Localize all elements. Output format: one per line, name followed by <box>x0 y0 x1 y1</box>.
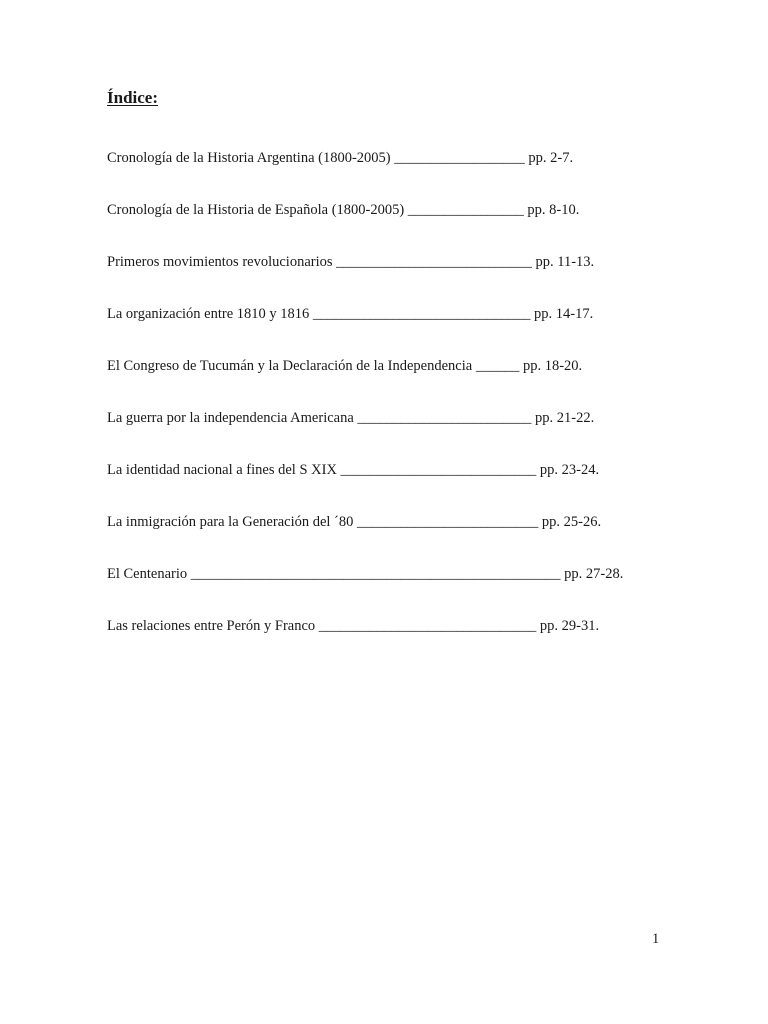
page-number: 1 <box>652 931 660 947</box>
toc-entry: La identidad nacional a fines del S XIX ___________________________ pp. 23-24. <box>107 462 600 478</box>
toc-entry: Primeros movimientos revolucionarios ___________________________ pp. 11-13. <box>107 254 595 270</box>
index-heading: Índice: <box>107 88 158 107</box>
toc-entry: Cronología de la Historia Argentina (1800-2005) __________________ pp. 2-7. <box>107 150 574 166</box>
toc-entry: El Centenario ___________________________________________________ pp. 27-28. <box>107 566 624 582</box>
toc-entry: Las relaciones entre Perón y Franco ______________________________ pp. 29-31. <box>107 618 600 634</box>
toc-entry: La organización entre 1810 y 1816 ______________________________ pp. 14-17. <box>107 306 594 322</box>
toc-entry: La inmigración para la Generación del ´80 _________________________ pp. 25-26. <box>107 514 602 530</box>
toc-entry: La guerra por la independencia Americana ________________________ pp. 21-22. <box>107 410 595 426</box>
table-of-contents <box>107 147 623 667</box>
toc-entry: Cronología de la Historia de Española (1800-2005) ________________ pp. 8-10. <box>107 202 580 218</box>
toc-entry: El Congreso de Tucumán y la Declaración de la Independencia ______ pp. 18-20. <box>107 358 583 374</box>
